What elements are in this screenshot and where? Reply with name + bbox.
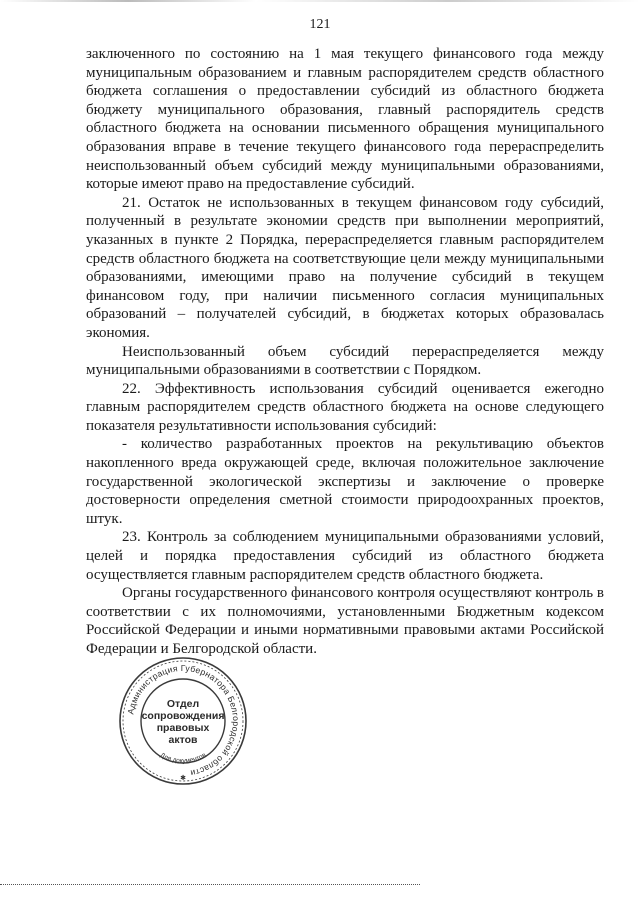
stamp-line-2: сопровождения [141,710,225,722]
stamp-center-text [142,683,224,761]
svg-text:Для документов: Для документов [158,751,208,765]
svg-text:✱: ✱ [180,774,186,782]
paragraph-continuation: заключенного по состоянию на 1 мая текущего финансового года между муниципальным образованием и главным распорядителем средств областного бюджета соглашения о предоставлении субсидий из областного бюджета бюджету муниципального образования, главный распорядитель средств областного бюджета на основании письменного обращения муниципального образования вправе в течение текущего финансового года перераспределить неиспользованный объем субсидий между муниципальными образованиями, которые имеют право на предоставление субсидий. [86,46,604,193]
stamp-line-1: Отдел [166,698,200,710]
paragraph-21: 21. Остаток не использованных в текущем финансовом году субсидий, полученный в результате экономии средств при выполнении мероприятий, указанных в пункте 2 Порядка, перераспределяется главным распорядителем средств областного бюджета на соответствующие цели между муниципальными образованиями, имеющими право на получение субсидий в текущем финансовом году, при наличии письменного согласия муниципальных образований – получателей субсидий, в бюджетах которых образовалась экономия. [86,194,604,341]
official-stamp [117,655,249,787]
paragraph-21-continued: Неиспользованный объем субсидий перераспределяется между муниципальными образованиями в соответствии с Порядком. [86,343,604,379]
stamp-line-3: правовых [156,722,210,734]
document-body [86,45,604,659]
paragraph-23-continued: Органы государственного финансового контроля осуществляют контроль в соответствии с их полномочиями, установленными Бюджетным кодексом Российской Федерации и иными нормативными правовыми актами Российской Федерации и Белгородской области. [86,585,604,657]
scan-artifact-bottom [0,884,420,886]
paragraph-23: 23. Контроль за соблюдением муниципальными образованиями условий, целей и порядка предоставления субсидий из областного бюджета осуществляется главным распорядителем средств областного бюджета. [86,529,604,583]
page-number: 121 [309,17,331,32]
paragraph-22: 22. Эффективность использования субсидий оценивается ежегодно главным распорядителем средств областного бюджета на основе следующего показателя результативности использования субсидий: [86,380,604,434]
scan-artifact-top [0,0,640,2]
svg-text:Администрация Губернатора Белг: Администрация Губернатора Белгородской области [125,662,242,779]
paragraph-22-list-item: - количество разработанных проектов на рекультивацию объектов накопленного вреда окружающей среде, включая положительное заключение государственной экологической экспертизы и заключение о проверке достоверности определения сметной стоимости природоохранных проектов, штук. [86,436,604,527]
stamp-line-4: актов [168,734,198,746]
